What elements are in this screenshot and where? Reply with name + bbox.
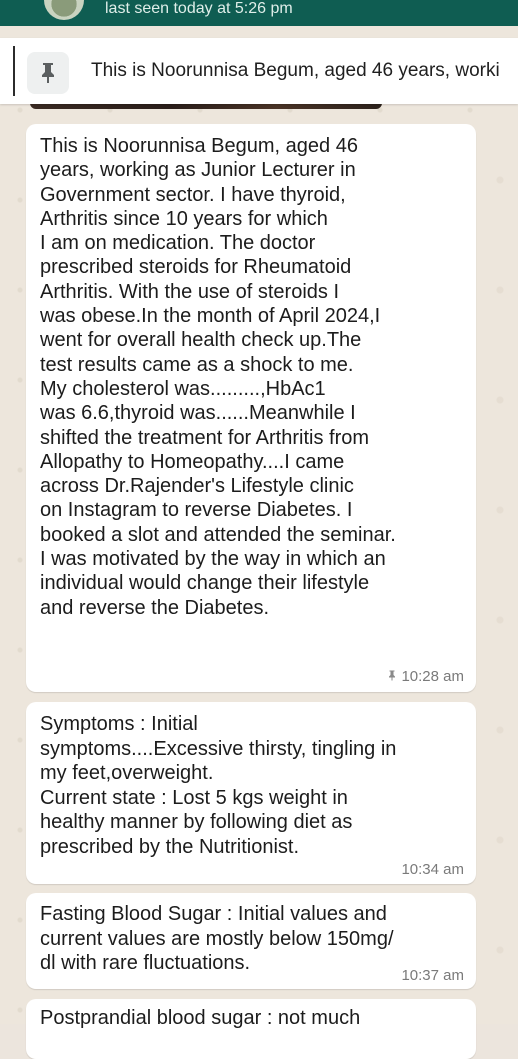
message-text: Symptoms : Initial symptoms....Excessive thirsty, tingling in my feet,overweight. Current state : Lost 5 kgs weight in healthy manner by following diet as prescribed by the Nutritionist. bbox=[40, 713, 397, 858]
pinned-message-bar[interactable] bbox=[0, 38, 518, 104]
message-meta bbox=[387, 669, 464, 685]
message-text: Fasting Blood Sugar : Initial values and current values are mostly below 150mg/ dl with rare fluctuations. bbox=[40, 903, 394, 974]
message-bubble[interactable] bbox=[26, 124, 476, 692]
last-seen-status: last seen today at 5:26 pm bbox=[105, 0, 293, 17]
message-bubble[interactable] bbox=[26, 999, 476, 1059]
message-text: This is Noorunnisa Begum, aged 46 years, working as Junior Lecturer in Government sector. I have thyroid, Arthritis since 10 years for which I am on medication. The doctor prescribed steroids for Rheumatoid Arthritis. With the use of steroids I was obese.In the month of April 2024,I went for overall health check up.The test results came as a shock to me. My cholesterol was.........,HbAc1 was 6.6,thyroid was......Meanwhile I shifted the treatment for Arthritis from Allopathy to Homeopathy....I came across Dr.Rajender's Lifestyle clinic on Instagram to reverse Diabetes. I booked a slot and attended the seminar. I was motivated by the way in which an individual would change their lifestyle and reverse the Diabetes. bbox=[40, 135, 396, 619]
message-bubble[interactable] bbox=[26, 893, 476, 989]
message-bubble[interactable] bbox=[26, 702, 476, 884]
message-meta bbox=[401, 862, 464, 878]
message-time: 10:34 am bbox=[401, 861, 464, 878]
message-text: Postprandial blood sugar : not much bbox=[40, 1007, 361, 1029]
avatar[interactable] bbox=[44, 0, 84, 20]
pin-icon bbox=[38, 62, 58, 84]
message-time: 10:28 am bbox=[401, 668, 464, 685]
message-meta bbox=[401, 968, 464, 984]
pinned-indicator bbox=[13, 46, 15, 96]
pinned-message-text: This is Noorunnisa Begum, aged 46 years, worki bbox=[91, 60, 500, 81]
message-time: 10:37 am bbox=[401, 967, 464, 984]
pin-icon-button[interactable] bbox=[27, 52, 69, 94]
chat-header[interactable] bbox=[0, 0, 518, 26]
pin-icon bbox=[387, 669, 397, 682]
